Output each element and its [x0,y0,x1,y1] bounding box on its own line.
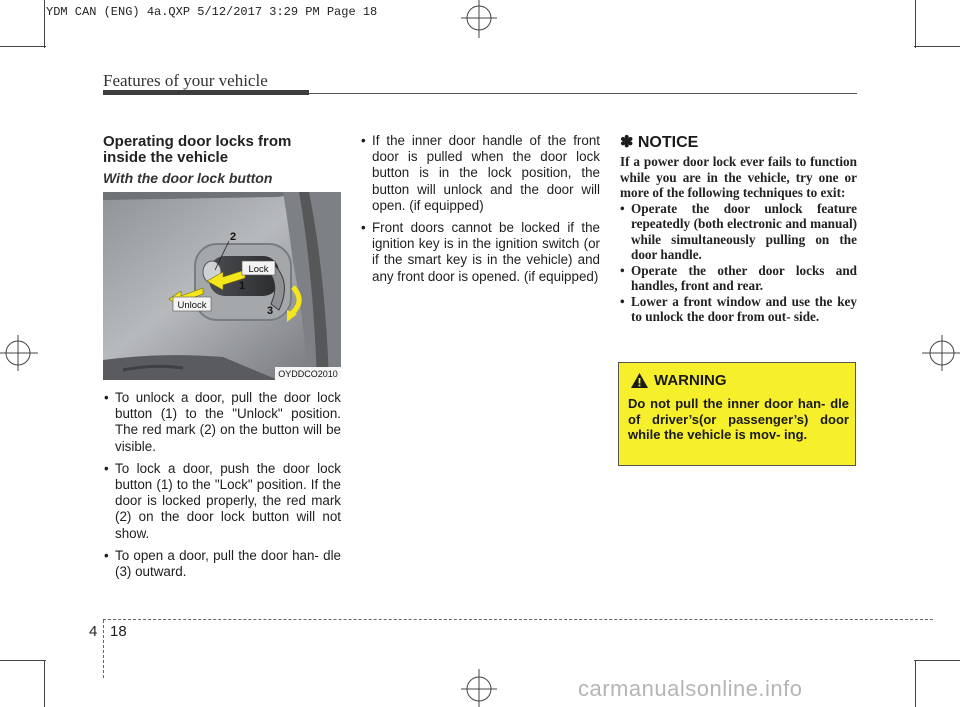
figure-code: OYDDCO2010 [278,369,338,379]
registration-mark-bottom-icon [459,667,499,707]
lock-label: Lock [248,264,269,275]
notice-body [620,154,857,325]
notice-icon: ✽ [620,134,634,151]
warning-title: WARNING [654,372,727,389]
callout-2: 2 [230,231,237,243]
crop-mark-bottom-right-v [915,660,916,707]
middle-bullet-list [360,133,600,291]
crop-mark-bottom-left-h [0,660,46,661]
print-header: YDM CAN (ENG) 4a.QXP 5/12/2017 3:29 PM Page 18 [46,5,378,19]
callout-3: 3 [267,305,274,317]
section-subheading: With the door lock button [103,170,273,186]
notice-title-text: NOTICE [637,134,699,151]
door-lock-figure [103,192,341,380]
footer-rule [103,619,933,620]
chapter-number: 4 [89,623,98,640]
warning-text: Do not pull the inner door han- dle of driver’s(or passenger’s) door while the vehicle is mov- ing. [628,396,849,442]
crop-mark-top-left-h [0,46,46,47]
warning-triangle-icon [630,372,649,389]
notice-title [620,132,698,152]
notice-list [620,201,857,325]
warning-header [630,372,727,389]
registration-mark-right-icon [920,333,960,373]
list-item: • Lower a front window and use the key to unlock the door from out- side. [620,294,857,325]
list-item: • To unlock a door, pull the door lock button (1) to the "Unlock" position. The red mark (2) on the button will be visible. [103,390,341,455]
list-item: • To lock a door, push the door lock button (1) to the "Lock" position. If the door is locked properly, the red mark (2) on the door lock button will not show. [103,461,341,542]
page-number: 18 [110,623,127,640]
header-rule [309,93,857,94]
section-heading: Operating door locks from inside the vehicle [103,133,292,166]
watermark: carmanualsonline.info [578,676,803,701]
crop-mark-top-right-v [915,0,916,48]
crop-mark-top-left-v [44,0,45,48]
section-title: Features of your vehicle [103,71,268,90]
unlock-label: Unlock [177,300,207,311]
crop-mark-bottom-right-h [914,660,960,661]
list-item: • To open a door, pull the door han- dle (3) outward. [103,548,341,580]
registration-mark-left-icon [0,333,40,373]
list-item: • Operate the other door locks and handles, front and rear. [620,263,857,294]
crop-mark-bottom-left-v [44,660,45,707]
notice-intro: If a power door lock ever fails to function while you are in the vehicle, try one or more of the following techniques to exit: [620,154,857,200]
warning-box [618,362,856,466]
left-bullet-list [103,390,341,586]
crop-mark-top-right-h [914,46,960,47]
header-bar [103,90,309,95]
list-item: • If the inner door handle of the front door is pulled when the door lock button is in the lock position, the button will unlock and the door will open. (if equipped) [360,133,600,214]
callout-1: 1 [239,280,246,292]
list-item: • Front doors cannot be locked if the ignition key is in the ignition switch (or if the smart key is in the vehicle) and any front door is opened. (if equipped) [360,220,600,285]
list-item: • Operate the door unlock feature repeatedly (both electronic and manual) while simultaneously pulling on the door handle. [620,201,857,263]
footer-separator [103,620,105,678]
registration-mark-top-icon [459,0,499,40]
